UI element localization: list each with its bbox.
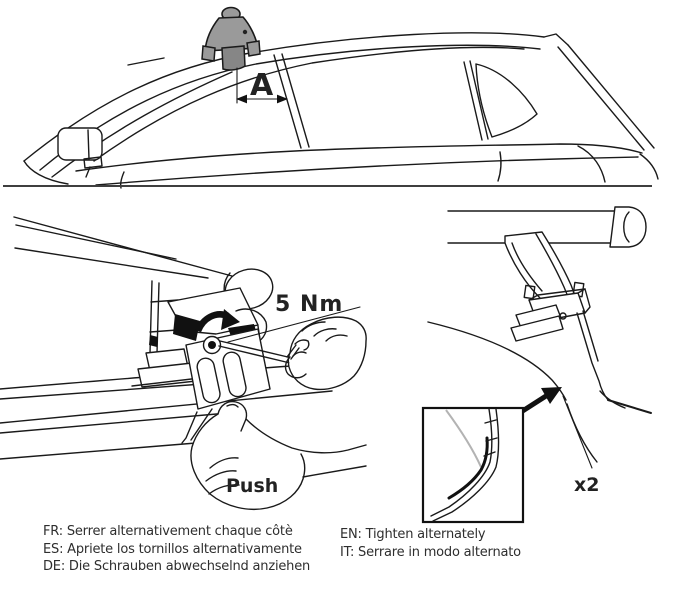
car-side-view-illustration [24, 8, 658, 189]
hook-illustration [423, 207, 651, 522]
tightening-illustration [0, 217, 366, 509]
instructions-left [43, 523, 310, 576]
hand-with-key [286, 317, 367, 389]
detail-inset-box [423, 408, 523, 522]
instruction-es: ES: Apriete los tornillos alternativamente [43, 541, 302, 557]
torque-label: 5 Nm [275, 292, 344, 317]
dimension-a-label: A [250, 68, 274, 103]
push-label: Push [226, 475, 279, 497]
instruction-en: EN: Tighten alternately [340, 527, 486, 542]
instruction-fr: FR: Serrer alternativement chaque côtè [43, 524, 293, 539]
roof-mount-bracket [202, 8, 260, 71]
instruction-de: DE: Die Schrauben abwechselnd anziehen [43, 559, 311, 574]
pointer-arrow-icon [521, 387, 562, 412]
instruction-it: IT: Serrare in modo alternato [340, 545, 521, 560]
side-mirror [58, 128, 102, 177]
quantity-label: x2 [574, 474, 600, 496]
quantity-leader-line [563, 396, 592, 468]
pushing-hand [191, 402, 366, 510]
hook-foot-assembly [505, 232, 651, 413]
instructions-right [340, 526, 521, 562]
